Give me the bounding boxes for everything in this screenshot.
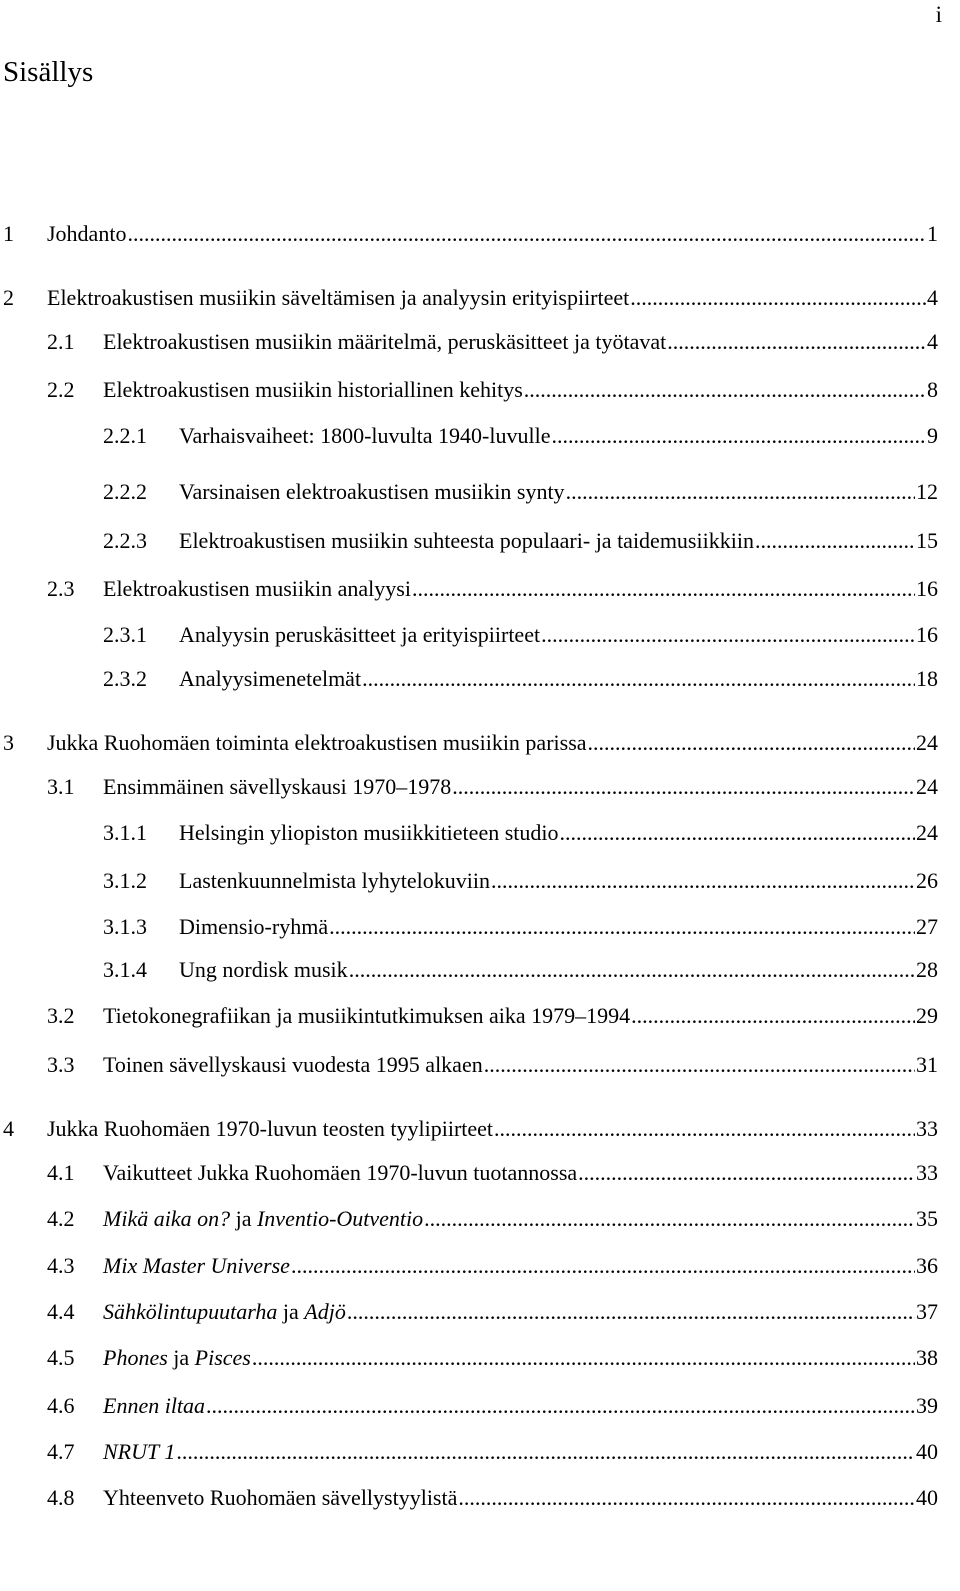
- toc-entry[interactable]: [103, 664, 938, 694]
- page-title: Sisällys: [3, 56, 94, 88]
- toc-entry-page: 4: [927, 285, 938, 310]
- toc-leader-dots: [630, 283, 926, 313]
- toc-leader-dots: [349, 955, 915, 985]
- toc-entry-title: [103, 1297, 346, 1327]
- page-number: i: [935, 2, 942, 27]
- toc-entry[interactable]: [3, 1114, 938, 1144]
- toc-entry-number: 2.3: [47, 576, 75, 601]
- toc-entry[interactable]: [47, 574, 938, 604]
- toc-entry-number: 4.7: [47, 1439, 75, 1464]
- toc-entry[interactable]: [47, 1050, 938, 1080]
- toc-entry-title-italic: Pisces: [194, 1345, 251, 1370]
- toc-entry-number: 4.5: [47, 1345, 75, 1370]
- toc-entry-title-italic: Inventio-Outventio: [256, 1206, 424, 1231]
- toc-entry-number: 3.1.2: [103, 868, 147, 893]
- toc-entry-page: 15: [916, 528, 938, 553]
- toc-entry-number: 3: [3, 730, 14, 755]
- toc-entry-page: 1: [927, 221, 938, 246]
- toc-leader-dots: [631, 1001, 915, 1031]
- toc-entry-title-italic: Sähkölintupuutarha: [103, 1299, 278, 1324]
- toc-entry-number: 3.2: [47, 1003, 75, 1028]
- toc-entry-title: Tietokonegrafiikan ja musiikintutkimuksen aika 1979–1994: [103, 1003, 631, 1028]
- toc-entry-number: 2.2.1: [103, 423, 147, 448]
- toc-entry-number: 3.1: [47, 774, 75, 799]
- toc-entry-page: 8: [927, 377, 938, 402]
- toc-entry[interactable]: [103, 421, 938, 451]
- toc-entry-number: 4.1: [47, 1160, 75, 1185]
- toc-entry[interactable]: [47, 1204, 938, 1234]
- toc-entry-number: 4.3: [47, 1253, 75, 1278]
- toc-entry[interactable]: [103, 866, 938, 896]
- toc-entry-title: Toinen sävellyskausi vuodesta 1995 alkaen: [103, 1052, 483, 1077]
- toc-entry-page: 4: [927, 329, 938, 354]
- toc-leader-dots: [127, 219, 926, 249]
- toc-entry-title: Dimensio-ryhmä: [179, 914, 329, 939]
- toc-entry-title: Ensimmäinen sävellyskausi 1970–1978: [103, 774, 452, 799]
- toc-entry-page: 18: [916, 666, 938, 691]
- toc-leader-dots: [755, 526, 915, 556]
- toc-entry[interactable]: [103, 526, 938, 556]
- toc-entry-title: Yhteenveto Ruohomäen sävellystyylistä: [103, 1485, 458, 1510]
- toc-leader-dots: [452, 772, 915, 802]
- toc-leader-dots: [588, 728, 915, 758]
- toc-entry-title: Elektroakustisen musiikin säveltämisen ja analyysin erityispiirteet: [47, 285, 630, 310]
- toc-entry-number: 3.1.3: [103, 914, 147, 939]
- toc-entry-number: 2: [3, 285, 14, 310]
- toc-entry-number: 2.3.2: [103, 666, 147, 691]
- toc-entry-title: Elektroakustisen musiikin analyysi: [103, 576, 411, 601]
- toc-entry-title-part: ja: [167, 1345, 195, 1370]
- toc-entry-page: 9: [927, 423, 938, 448]
- toc-entry-title: [103, 1437, 175, 1467]
- toc-entry[interactable]: [3, 728, 938, 758]
- toc-leader-dots: [524, 375, 926, 405]
- toc-entry-page: 28: [916, 957, 938, 982]
- toc-entry-page: 27: [916, 914, 938, 939]
- toc-entry-number: 2.2.3: [103, 528, 147, 553]
- toc-leader-dots: [551, 421, 926, 451]
- toc-entry-page: 24: [916, 774, 938, 799]
- toc-entry-number: 1: [3, 221, 14, 246]
- toc-entry[interactable]: [47, 1158, 938, 1188]
- toc-entry-title: Johdanto: [47, 221, 127, 246]
- toc-entry-title: [103, 1204, 423, 1234]
- toc-entry-page: 37: [916, 1299, 938, 1324]
- toc-entry-title-italic: Adjö: [304, 1299, 346, 1324]
- toc-leader-dots: [494, 1114, 915, 1144]
- toc-entry-number: 3.1.4: [103, 957, 147, 982]
- toc-entry[interactable]: [3, 283, 938, 313]
- toc-entry[interactable]: [47, 327, 938, 357]
- toc-entry-title: Elektroakustisen musiikin määritelmä, peruskäsitteet ja työtavat: [103, 329, 667, 354]
- toc-entry-title-part: ja: [230, 1206, 257, 1231]
- toc-leader-dots: [578, 1158, 915, 1188]
- toc-entry-page: 16: [916, 622, 938, 647]
- toc-entry-number: 2.2.2: [103, 479, 147, 504]
- toc-entry-number: 3.3: [47, 1052, 75, 1077]
- toc-entry[interactable]: [47, 1001, 938, 1031]
- toc-entry-page: 39: [916, 1393, 938, 1418]
- toc-entry-title: Jukka Ruohomäen 1970-luvun teosten tyylipiirteet: [47, 1116, 494, 1141]
- toc-entry-page: 33: [916, 1160, 938, 1185]
- toc-entry-number: 3.1.1: [103, 820, 147, 845]
- toc-entry[interactable]: [103, 477, 938, 507]
- toc-leader-dots: [252, 1343, 915, 1373]
- toc-entry[interactable]: [103, 620, 938, 650]
- toc-leader-dots: [560, 818, 916, 848]
- toc-entry-page: 26: [916, 868, 938, 893]
- toc-entry[interactable]: [47, 1437, 938, 1467]
- toc-entry-number: 4.6: [47, 1393, 75, 1418]
- toc-entry-title: Jukka Ruohomäen toiminta elektroakustisen musiikin parissa: [47, 730, 587, 755]
- toc-entry-title-italic: NRUT 1: [103, 1439, 176, 1464]
- toc-leader-dots: [491, 866, 915, 896]
- toc-entry-page: 33: [916, 1116, 938, 1141]
- toc-entry-number: 2.1: [47, 329, 75, 354]
- toc-entry[interactable]: [103, 955, 938, 985]
- toc-leader-dots: [329, 912, 915, 942]
- toc-entry-title: Analyysimenetelmät: [179, 666, 362, 691]
- toc-entry-title: [103, 1251, 290, 1281]
- toc-leader-dots: [291, 1251, 915, 1281]
- toc-entry-page: 29: [916, 1003, 938, 1028]
- toc-entry-title: Elektroakustisen musiikin historiallinen kehitys: [103, 377, 523, 402]
- toc-entry-title-part: ja: [277, 1299, 305, 1324]
- toc-leader-dots: [206, 1391, 915, 1421]
- toc-entry[interactable]: [47, 1297, 938, 1327]
- toc-entry-page: 16: [916, 576, 938, 601]
- toc-entry-page: 38: [916, 1345, 938, 1370]
- toc-entry-title: Lastenkuunnelmista lyhytelokuviin: [179, 868, 491, 893]
- toc-leader-dots: [566, 477, 915, 507]
- toc-entry-title-italic: Mix Master Universe: [103, 1253, 290, 1278]
- toc-entry[interactable]: [47, 375, 938, 405]
- toc-entry[interactable]: [47, 1343, 938, 1373]
- toc-leader-dots: [176, 1437, 915, 1467]
- toc-entry-title: Varsinaisen elektroakustisen musiikin synty: [179, 479, 565, 504]
- toc-leader-dots: [424, 1204, 915, 1234]
- toc-entry-page: 31: [916, 1052, 938, 1077]
- toc-entry-title-italic: Ennen iltaa: [103, 1393, 206, 1418]
- toc-leader-dots: [347, 1297, 915, 1327]
- toc-leader-dots: [667, 327, 926, 357]
- toc-entry-number: 4.4: [47, 1299, 75, 1324]
- toc-entry-title: [103, 1343, 251, 1373]
- toc-entry-page: 36: [916, 1253, 938, 1278]
- toc-entry-title-italic: Mikä aika on?: [103, 1206, 231, 1231]
- toc-entry[interactable]: [47, 1483, 938, 1513]
- toc-entry[interactable]: [47, 1251, 938, 1281]
- toc-entry[interactable]: [47, 772, 938, 802]
- toc-entry-page: 35: [916, 1206, 938, 1231]
- toc-entry-number: 4: [3, 1116, 14, 1141]
- toc-entry[interactable]: [47, 1391, 938, 1421]
- toc-entry-title: Ung nordisk musik: [179, 957, 348, 982]
- toc-entry-title-italic: Phones: [103, 1345, 168, 1370]
- toc-entry-title: Helsingin yliopiston musiikkitieteen studio: [179, 820, 559, 845]
- toc-entry[interactable]: [3, 219, 938, 249]
- toc-leader-dots: [458, 1483, 915, 1513]
- toc-entry-number: 4.2: [47, 1206, 75, 1231]
- toc-leader-dots: [412, 574, 915, 604]
- toc-entry-number: 2.2: [47, 377, 75, 402]
- toc-entry-page: 24: [916, 820, 938, 845]
- toc-entry-title: Vaikutteet Jukka Ruohomäen 1970-luvun tuotannossa: [103, 1160, 578, 1185]
- toc-entry-number: 4.8: [47, 1485, 75, 1510]
- toc-entry-title: Elektroakustisen musiikin suhteesta populaari- ja taidemusiikkiin: [179, 528, 754, 553]
- toc-entry-number: 2.3.1: [103, 622, 147, 647]
- toc-entry-page: 12: [916, 479, 938, 504]
- toc-leader-dots: [362, 664, 915, 694]
- toc-leader-dots: [541, 620, 915, 650]
- toc-entry-page: 40: [916, 1485, 938, 1510]
- toc-entry-page: 40: [916, 1439, 938, 1464]
- toc-entry-title: Analyysin peruskäsitteet ja erityispiirteet: [179, 622, 541, 647]
- toc-entry-page: 24: [916, 730, 938, 755]
- toc-entry-title: Varhaisvaiheet: 1800-luvulta 1940-luvulle: [179, 423, 551, 448]
- toc-entry[interactable]: [103, 912, 938, 942]
- toc-entry-title: [103, 1391, 205, 1421]
- toc-leader-dots: [484, 1050, 915, 1080]
- toc-entry[interactable]: [103, 818, 938, 848]
